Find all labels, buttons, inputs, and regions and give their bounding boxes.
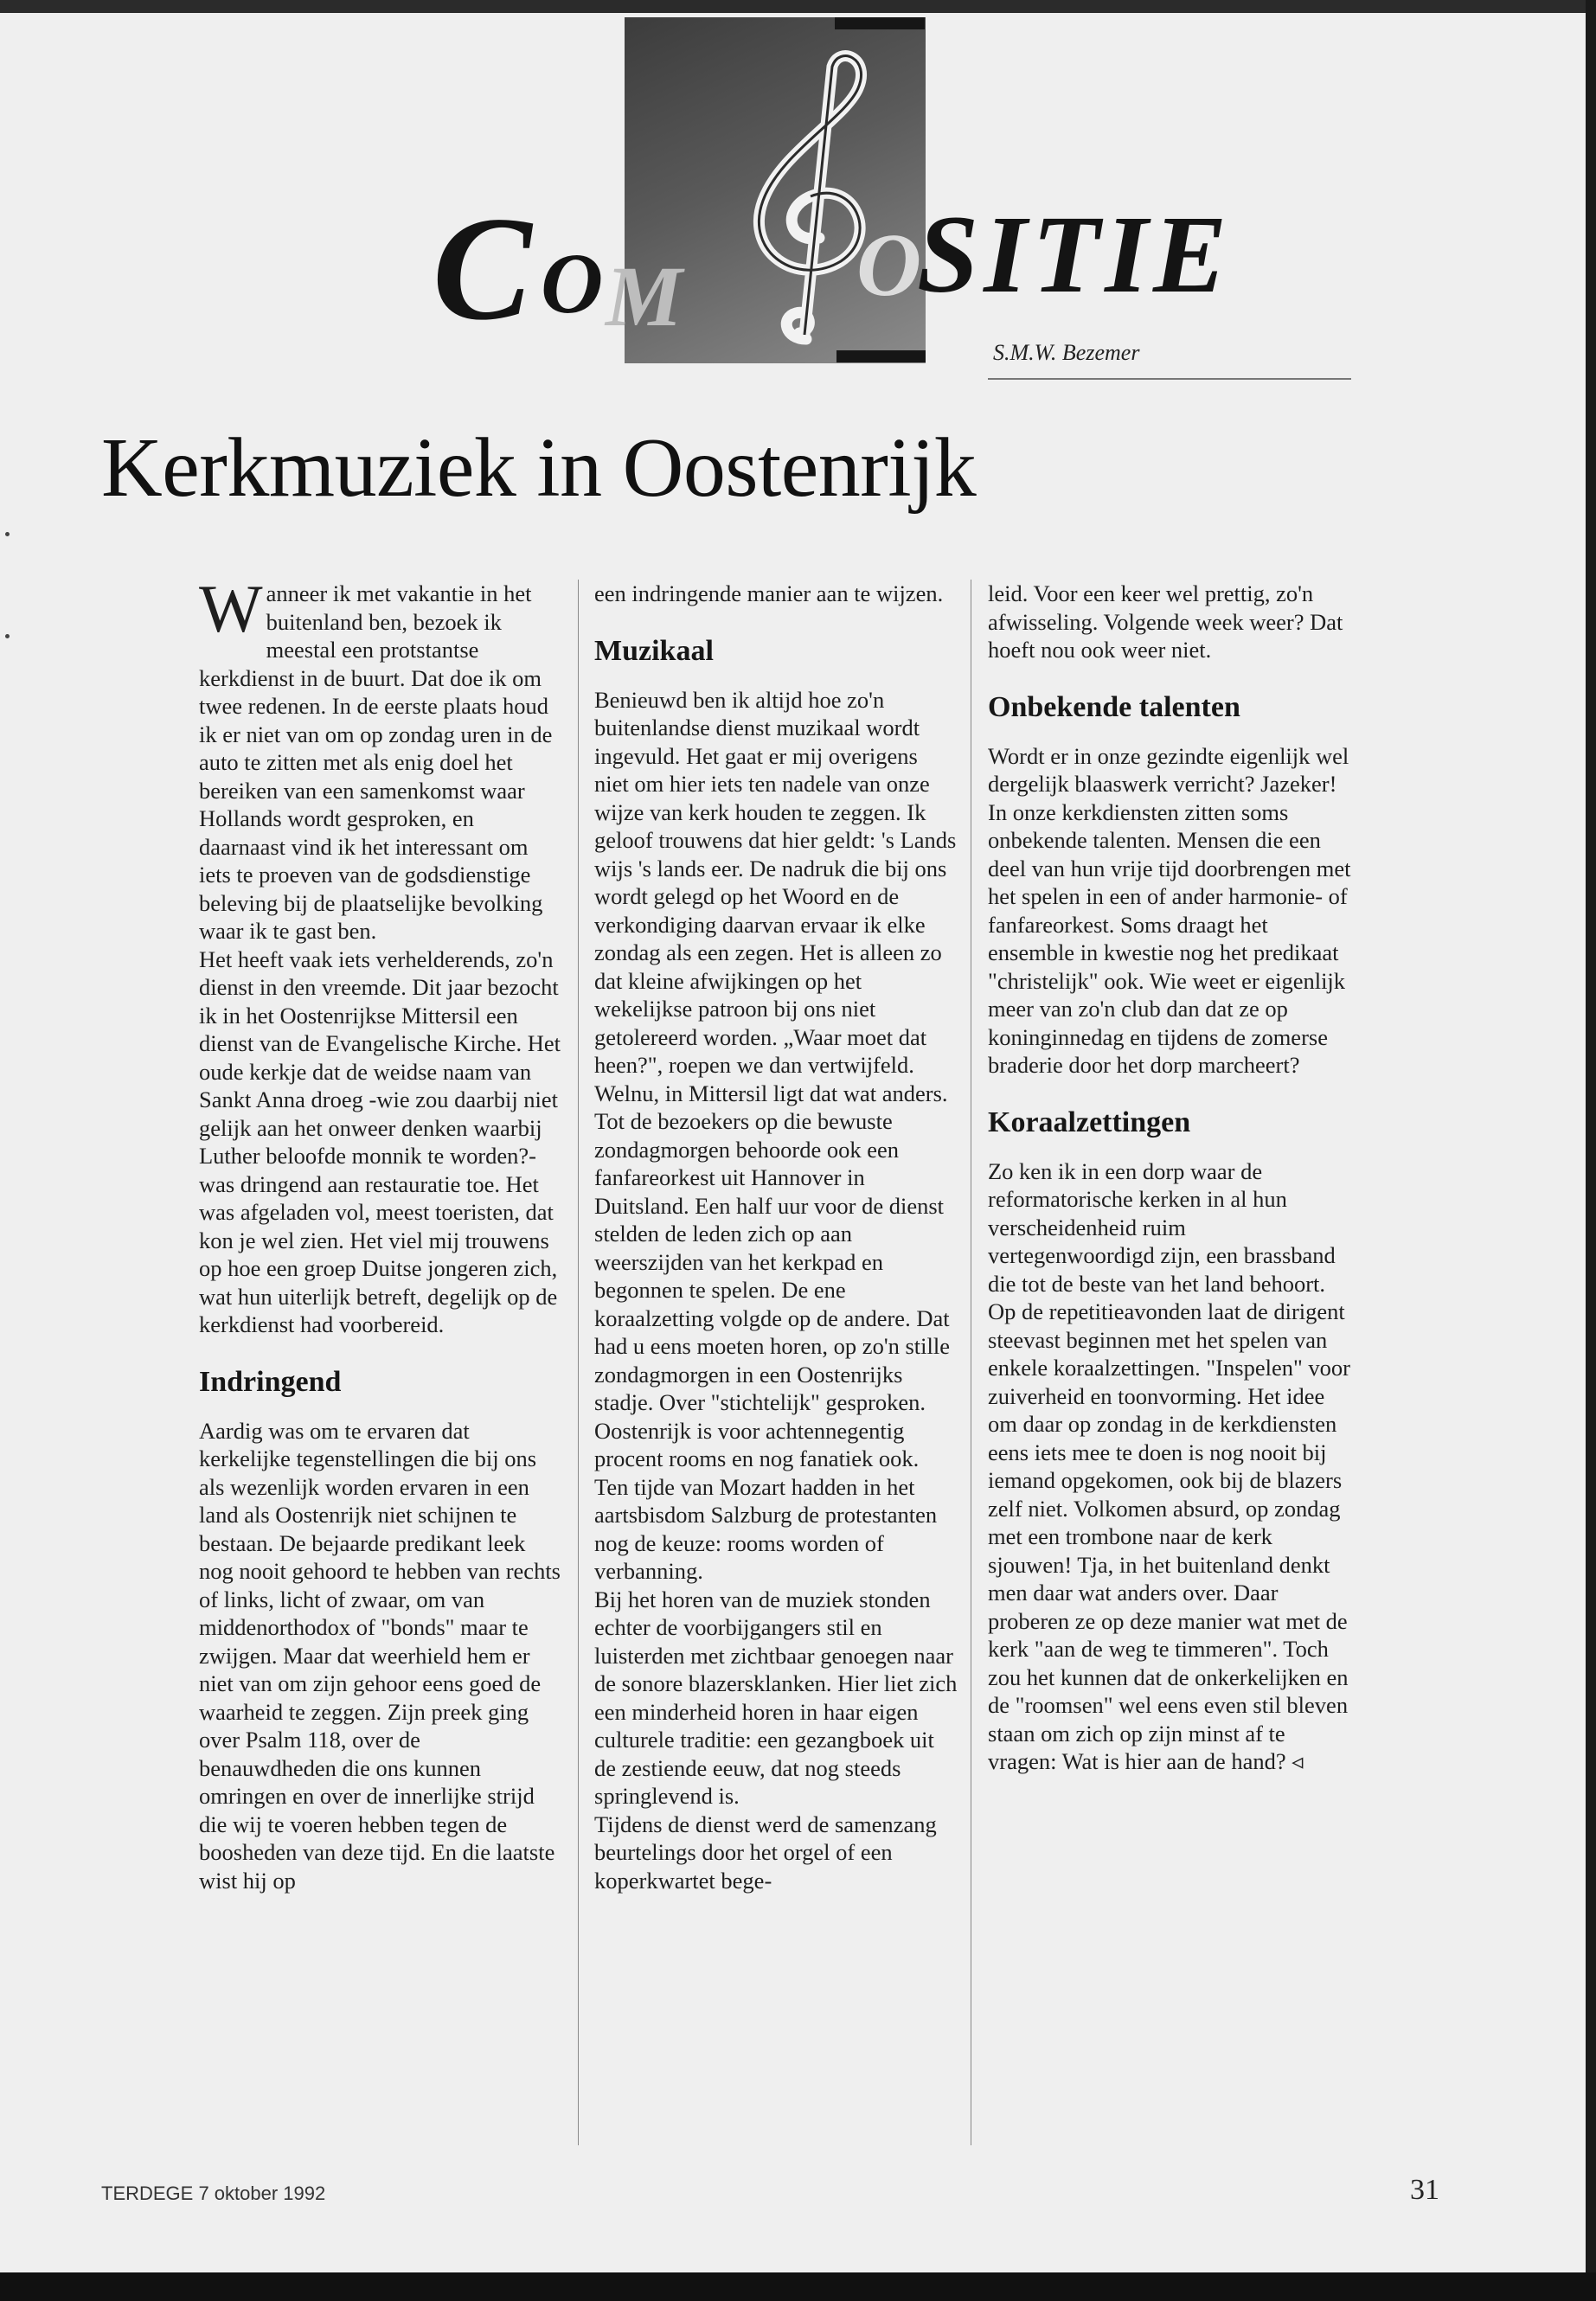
masthead-bar-bottom [836, 350, 926, 362]
paragraph: Het heeft vaak iets verhelderends, zo'n dienst in den vreemde. Dit jaar bezocht ik in het Oostenrijkse Mittersil een dienst van de Evangelische Kirche. Het oude kerkje dat de weidse naam van Sankt Anna droeg -wie zou daarbij niet gelijk aan het onweer denken waarbij Luther beloofde monnik te worden?- was dringend aan restauratie toe. Het was afgeladen vol, meest toeristen, dat kon je wel zien. Het viel mij trouwens op hoe een groep Duitse jongeren zich, wat hun uiterlijk betreft, degelijk op de kerkdienst had voorbereid. [199, 945, 561, 1337]
paragraph: Zo ken ik in een dorp waar de reformatorische kerken in al hun verscheidenheid ruim vertegenwoordigd zijn, een brassband die tot de beste van het land behoort. Op de repetitieavonden laat de dirigent steevast beginnen met het spelen van enkele koraalzettingen. "Inspelen" voor zuiverheid en toonvorming. Het idee om daar op zondag in de kerkdiensten eens iets mee te doen is nog nooit bij iemand opgekomen, ook bij de blazers zelf niet. Volkomen absurd, op zondag met een trombone naar de kerk sjouwen! Tja, in het buitenland denkt men daar wat anders over. Daar proberen ze op deze manier wat met de kerk "aan de weg te timmeren". Toch zou het kunnen dat de onkerkelijken en de "roomsen" wel eens even stil bleven staan om zich op zijn minst af te vragen: Wat is hier aan de hand? ◃ [988, 1157, 1350, 1774]
masthead-letter-c: C [433, 187, 532, 351]
paragraph: leid. Voor een keer wel prettig, zo'n afwisseling. Volgende week weer? Dat hoeft nou ook weer niet. [988, 580, 1343, 663]
scan-mark [5, 634, 10, 638]
scan-edge-right [1586, 0, 1596, 2301]
paragraph [199, 571, 562, 945]
paragraph: Tijdens de dienst werd de samenzang beurtelings door het orgel of een koperkwartet bege- [594, 1811, 937, 1894]
article-column-1 [199, 571, 562, 1894]
paragraph: Benieuwd ben ik altijd hoe zo'n buitenlandse dienst muzikaal wordt ingevuld. Het gaat er mij overigens niet om hier iets ten nadele van onze wijze van kerk houden te zeggen. Ik geloof trouwens dat hier geldt: 's Lands wijs 's lands eer. De nadruk die bij ons wordt gelegd op het Woord en de verkondiging daarvan ervaar ik elke zondag als een zegen. Het is alleen zo dat kleine afwijkingen op het wekelijkse patroon bij ons niet getolereerd worden. „Waar moet dat heen?", roepen we dan vertwijfeld. [594, 686, 957, 1078]
page-number: 31 [1410, 2174, 1439, 2206]
column-divider [578, 580, 579, 2145]
author-byline: S.M.W. Bezemer [993, 340, 1140, 365]
paragraph: een indringende manier aan te wijzen. [594, 580, 944, 606]
paragraph: Aardig was om te ervaren dat kerkelijke tegenstellingen die bij ons als wezenlijk worden ervaren in een land als Oostenrijk niet schijnen te bestaan. De bejaarde predikant leek nog nooit gehoord te hebben van rechts of links, licht of zwaar, om van middenorthodox of "bonds" maar te zwijgen. Maar dat weerhield hem er niet van om zijn gehoor eens goed de waarheid te zeggen. Zijn preek ging over Psalm 118, over de benauwdheden die ons kunnen omringen en over de innerlijke strijd die wij te voeren hebben tegen de boosheden van deze tijd. En die laatste wist hij op [199, 1417, 561, 1894]
paragraph: Bij het horen van de muziek stonden echter de voorbijgangers stil en luisterden met zichtbaar genoegen naar de sonore blazersklanken. Hier liet zich een minderheid horen in haar eigen culturele traditie: een gezangboek uit de zestiende eeuw, dat nog steeds springlevend is. [594, 1586, 958, 1809]
masthead-letter-o2: O [856, 215, 922, 315]
paragraph: Wordt er in onze gezindte eigenlijk wel dergelijk blaaswerk verricht? Jazeker! In onze kerkdiensten zitten soms onbekende talenten. Mensen die een deel van hun vrije tijd doorbrengen met het spelen in een of ander harmonie- of fanfareorkest. Soms draagt het ensemble in kwestie nog het predikaat "christelijk" ook. Wie weet er eigenlijk meer van zo'n club dan dat ze op koninginnedag en tijdens de zomerse braderie door het dorp marcheert? [988, 742, 1351, 1078]
article-column-3 [988, 580, 1351, 1776]
paragraph: Welnu, in Mittersil ligt dat wat anders. Tot de bezoekers op die bewuste zondagmorgen behoorde ook een fanfareorkest uit Hannover in Duitsland. Een half uur voor de dienst stelden de leden zich op aan weerszijden van het kerkpad en begonnen te spelen. De ene koraalzetting volgde op de andere. Dat had u eens moeten horen, op zo'n stille zondagmorgen in een Oostenrijks stadje. Over "stichtelijk" gesproken. Oostenrijk is voor achtennegentig procent rooms en nog fanatiek ook. Ten tijde van Mozart hadden in het aartsbisdom Salzburg de protestanten nog de keuze: rooms worden of verbanning. [594, 1080, 950, 1584]
byline-rule [988, 378, 1351, 380]
scan-mark [5, 532, 10, 536]
subheading: Indringend [199, 1365, 342, 1398]
article-column-2 [594, 580, 958, 1894]
masthead-bar-top [835, 17, 925, 29]
magazine-page [0, 13, 1586, 2272]
footer-publication-date: TERDEGE 7 oktober 1992 [101, 2182, 326, 2204]
masthead-letter-o: O [541, 235, 604, 331]
subheading: Koraalzettingen [988, 1106, 1191, 1138]
drop-cap: W [199, 571, 263, 646]
scan-edge-bottom [0, 2272, 1596, 2301]
article-headline: Kerkmuziek in Oostenrijk [101, 421, 977, 515]
subheading: Muzikaal [594, 634, 714, 667]
masthead-letter-m: M [606, 248, 683, 344]
subheading: Onbekende talenten [988, 690, 1240, 723]
paragraph-text: anneer ik met vakantie in het buitenland ben, bezoek ik meestal een protstantse kerkdienst in de buurt. Dat doe ik om twee redenen. In de eerste plaats houd ik er niet van om op zondag uren in de auto te zitten met als enig doel het bereiken van een samenkomst waar Hollands wordt gesproken, en daarnaast vind ik het interessant om iets te proeven van de godsdienstige beleving bij de plaatselijke bevolking waar ik te gast ben. [199, 580, 553, 944]
masthead-letters-sitie: SITIE [917, 193, 1233, 316]
